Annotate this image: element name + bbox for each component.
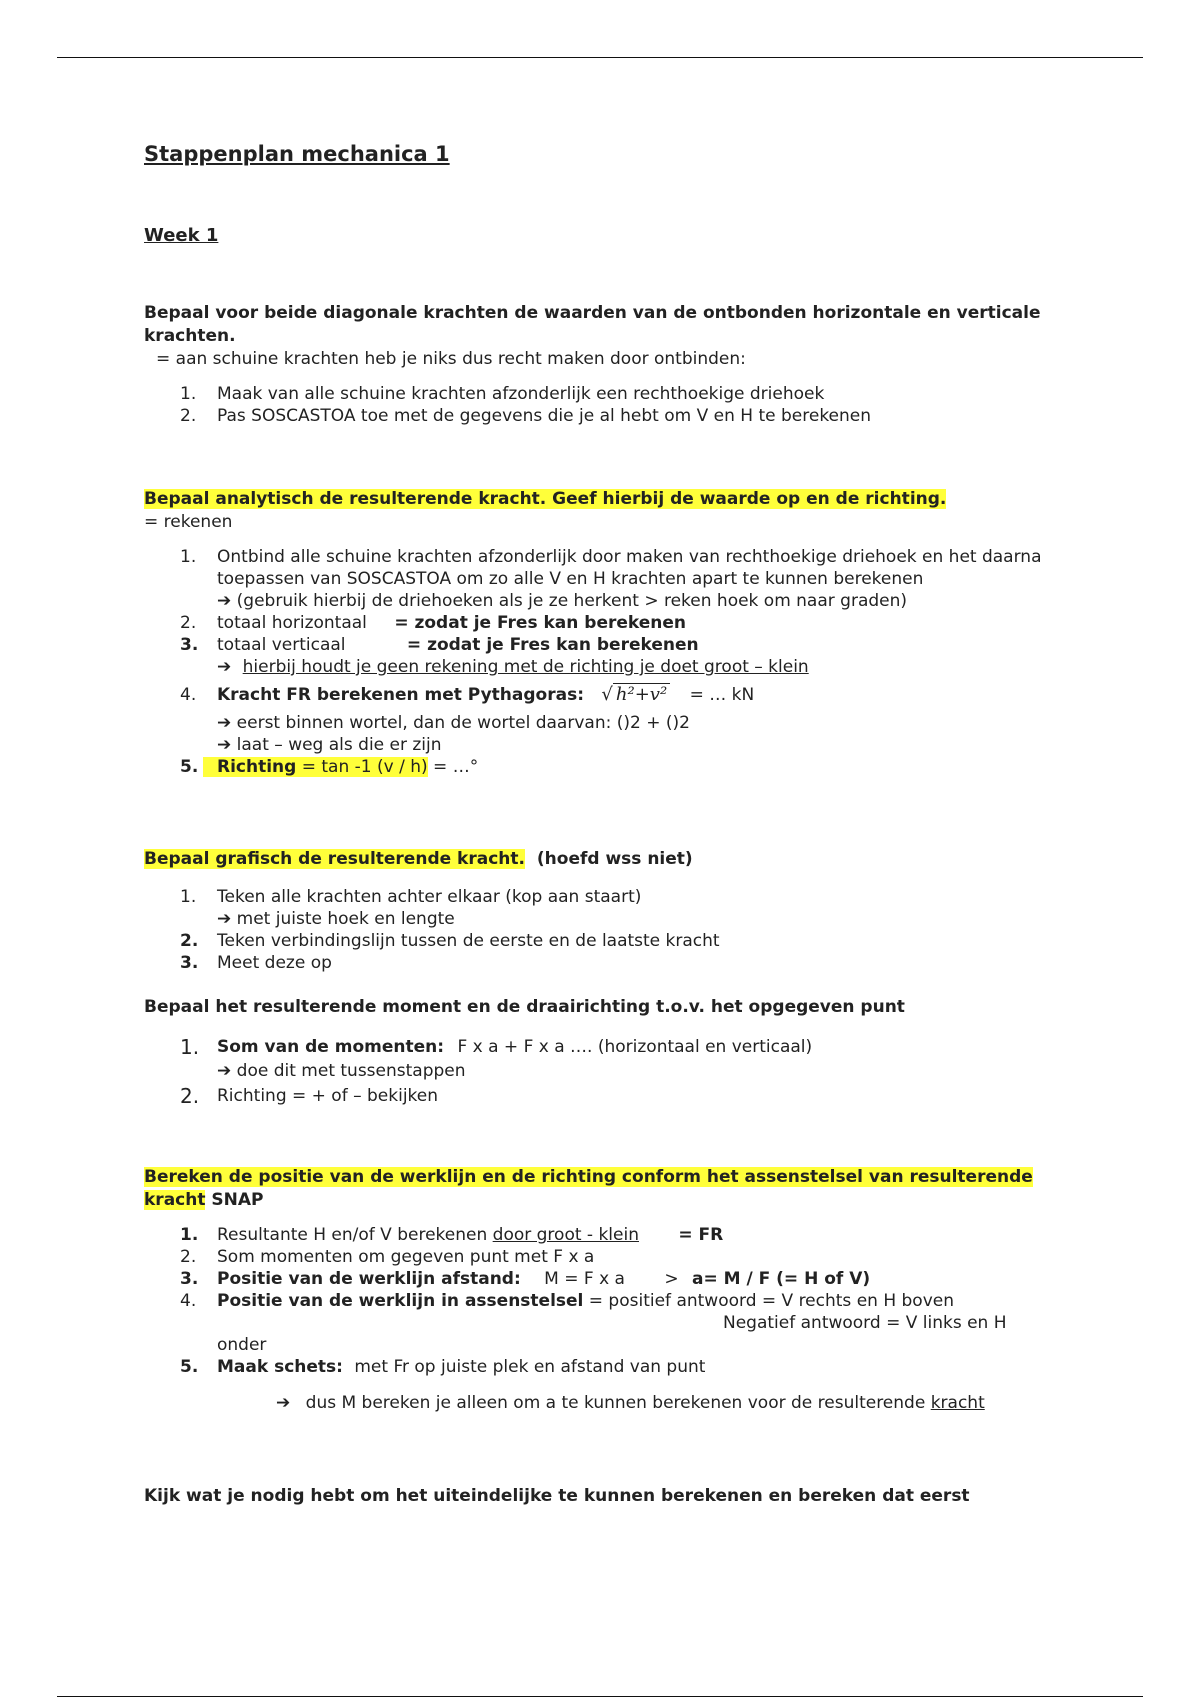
section-graphic (144, 848, 1044, 974)
pythagoras-formula: √ h²+v² (601, 684, 670, 706)
list-item: 3. totaal verticaal = zodat je Fres kan berekenen ➔ hierbij houdt je geen rekening met de richting je doet groot – klein (180, 635, 809, 677)
section-question: Bepaal analytisch de resulterende kracht. Geef hierbij de waarde op en de richting. (144, 489, 947, 509)
section-question: Bepaal grafisch de resulterende kracht. (hoefd wss niet) (144, 849, 693, 869)
list-item: 1. Resultante H en/of V berekenen door groot - klein = FR (180, 1225, 724, 1245)
list-item: 2. Som momenten om gegeven punt met F x a (180, 1247, 595, 1267)
step-list (144, 383, 1044, 427)
list-item: 2. Richting = + of – bekijken (180, 1084, 439, 1108)
step-list (144, 1035, 1044, 1109)
section-note: = rekenen (144, 512, 233, 532)
document-title: Stappenplan mechanica 1 (144, 142, 450, 166)
list-item: 5. Richting = tan -1 (v / h) = …° (180, 757, 479, 777)
list-item: 3. Meet deze op (180, 953, 332, 973)
arrow-icon: ➔ (217, 909, 232, 929)
list-item: 2. Pas SOSCASTOA toe met de gegevens die je al hebt om V en H te berekenen (180, 406, 872, 426)
arrow-icon: ➔ (217, 735, 232, 755)
section-decompose (144, 302, 1044, 427)
top-rule (57, 57, 1143, 58)
list-item: 1. Teken alle krachten achter elkaar (kop aan staart) ➔ met juiste hoek en lengte (180, 887, 642, 929)
arrow-icon: ➔ (217, 591, 232, 611)
step-list (144, 546, 1044, 778)
step-list (144, 1224, 1044, 1378)
list-item: 1. Som van de momenten: F x a + F x a …. (horizontaal en verticaal) ➔ doe dit met tussenstappen (180, 1035, 813, 1081)
final-instruction: Kijk wat je nodig hebt om het uiteindelijke te kunnen berekenen en bereken dat eerst (144, 1486, 970, 1506)
section-werklijn (144, 1166, 1044, 1415)
list-item: 4. Kracht FR berekenen met Pythagoras: √ h²+v² = … kN ➔ eerst binnen wortel, dan de wortel daarvan: ()2 + ()2 ➔ laat – weg als die er zijn (180, 684, 755, 755)
arrow-icon: ➔ (217, 657, 232, 677)
arrow-icon: ➔ (276, 1393, 291, 1413)
list-item: 1. Ontbind alle schuine krachten afzonderlijk door maken van rechthoekige driehoek en het daarna toepassen van SOSCASTOA om zo alle V en H krachten apart te kunnen berekenen ➔ (gebruik hierbij de driehoeken als je ze herkent > reken hoek om naar graden) (180, 547, 1042, 611)
section-moment (144, 996, 1044, 1109)
section-analytic (144, 488, 1044, 778)
arrow-icon: ➔ (217, 713, 232, 733)
bottom-rule (57, 1696, 1143, 1697)
list-item: 2. Teken verbindingslijn tussen de eerste en de laatste kracht (180, 931, 720, 951)
section-note: ➔ dus M bereken je alleen om a te kunnen berekenen voor de resulterende kracht (276, 1393, 985, 1413)
week-heading: Week 1 (144, 225, 219, 246)
step-list (144, 886, 1044, 974)
section-question: Bepaal voor beide diagonale krachten de waarden van de ontbonden horizontale en verticale krachten. (144, 303, 1041, 346)
section-question: Bereken de positie van de werklijn en de richting conform het assenstelsel van resulterende kracht SNAP (144, 1167, 1033, 1210)
list-item: 2. totaal horizontaal = zodat je Fres kan berekenen (180, 613, 687, 633)
list-item: 5. Maak schets: met Fr op juiste plek en afstand van punt (180, 1357, 706, 1377)
list-item: 1. Maak van alle schuine krachten afzonderlijk een rechthoekige driehoek (180, 384, 825, 404)
list-item: 3. Positie van de werklijn afstand: M = F x a > a= M / F (= H of V) (180, 1269, 871, 1289)
section-note: = aan schuine krachten heb je niks dus recht maken door ontbinden: (156, 349, 746, 369)
arrow-icon: ➔ (217, 1061, 232, 1081)
section-question: Bepaal het resulterende moment en de draairichting t.o.v. het opgegeven punt (144, 997, 905, 1017)
list-item: 4. Positie van de werklijn in assenstelsel = positief antwoord = V rechts en H boven Negatief antwoord = V links en H onder (180, 1291, 1007, 1355)
